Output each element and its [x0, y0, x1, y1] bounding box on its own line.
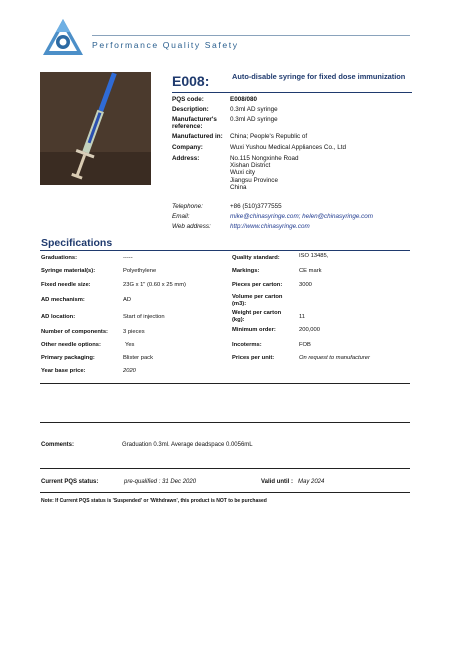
- spec-label: Graduations:: [41, 255, 78, 261]
- section-divider: [40, 422, 410, 423]
- brand-divider: [92, 35, 410, 36]
- purchase-notice: Note: If Current PQS status is 'Suspended' or 'Withdrawn', this product is NOT to be purchased: [41, 498, 267, 504]
- syringe-photo-icon: [40, 72, 151, 185]
- spec-value: -----: [123, 255, 133, 261]
- detail-value: E008/080: [230, 96, 257, 103]
- spec-value: Yes: [125, 342, 135, 348]
- spec-label: Pieces per carton:: [232, 282, 283, 288]
- spec-label: Quality standard:: [232, 255, 280, 261]
- comments-value: Graduation 0.3ml. Average deadspace 0.0056mL: [122, 442, 253, 448]
- product-divider: [172, 92, 412, 93]
- spec-value: CE mark: [299, 268, 322, 274]
- spec-value: Polyethylene: [123, 268, 157, 274]
- detail-label: PQS code:: [172, 96, 204, 103]
- product-title: Auto-disable syringe for fixed dose immunization: [232, 72, 406, 81]
- contact-label: Web address:: [172, 223, 211, 230]
- detail-value: China; People's Republic of: [230, 133, 308, 140]
- product-code: E008:: [172, 73, 210, 89]
- detail-label: Description:: [172, 106, 209, 113]
- spec-value: FOB: [299, 342, 311, 348]
- web-address-link[interactable]: http://www.chinasyringe.com: [230, 223, 310, 230]
- valid-until-label: Valid until :: [261, 479, 294, 485]
- spec-label: Syringe material(s):: [41, 268, 96, 274]
- spec-value: Start of injection: [123, 314, 165, 320]
- spec-value: 3000: [299, 282, 312, 288]
- section-divider: [40, 492, 410, 493]
- specifications-heading: Specifications: [41, 237, 113, 249]
- spec-value: ISO 13485,: [299, 253, 329, 259]
- spec-value: AD: [123, 297, 132, 303]
- valid-until-value: May 2024: [298, 479, 325, 485]
- spec-label: Minimum order:: [232, 327, 276, 333]
- spec-label: Volume per carton (m3):: [232, 294, 283, 307]
- spec-label: Number of components:: [41, 329, 108, 335]
- spec-label: Other needle options:: [41, 342, 101, 348]
- spec-label: Prices per unit:: [232, 355, 275, 361]
- spec-value: 200,000: [299, 327, 320, 333]
- spec-label: Year base price:: [41, 368, 86, 374]
- pqs-status-label: Current PQS status:: [41, 479, 99, 485]
- section-divider: [40, 468, 410, 469]
- spec-label: Fixed needle size:: [41, 282, 91, 288]
- contact-label: Email:: [172, 213, 190, 220]
- pqs-status-value: pre-qualified : 31 Dec 2020: [124, 479, 197, 485]
- product-photo: [40, 72, 151, 185]
- section-divider: [40, 383, 410, 384]
- spec-label: Markings:: [232, 268, 260, 274]
- brand-tagline: Performance Quality Safety: [92, 40, 239, 50]
- spec-value: 2020: [123, 368, 136, 374]
- spec-label: Incoterms:: [232, 342, 262, 348]
- spec-value: Blister pack: [123, 355, 153, 361]
- spec-label: Primary packaging:: [41, 355, 95, 361]
- spec-label: Weight per carton (kg):: [232, 310, 282, 323]
- detail-value: 0.3ml AD syringe: [230, 106, 278, 113]
- specifications-divider: [40, 250, 410, 251]
- detail-label: Address:: [172, 155, 200, 162]
- detail-label: Manufactured in:: [172, 133, 223, 140]
- email-link[interactable]: mike@chinasyringe.com; helen@chinasyringe.com: [230, 213, 373, 220]
- spec-label: AD mechanism:: [41, 297, 85, 303]
- spec-value: On request to manufacturer: [299, 355, 370, 361]
- detail-label: Company:: [172, 144, 203, 151]
- contact-value: +86 (510)3777555: [230, 203, 282, 210]
- spec-value: 23G x 1" (0.60 x 25 mm): [123, 282, 186, 288]
- detail-value: 0.3ml AD syringe: [230, 116, 278, 123]
- detail-label: Manufacturer's reference:: [172, 116, 217, 131]
- spec-label: AD location:: [41, 314, 76, 320]
- spec-value: 11: [299, 314, 306, 320]
- page-header: [42, 18, 410, 58]
- detail-value: No.115 Nongxinhe Road Xishan District Wuxi city Jiangsu Province China: [230, 155, 299, 191]
- comments-label: Comments:: [41, 442, 75, 448]
- detail-value: Wuxi Yushou Medical Appliances Co., Ltd: [230, 144, 346, 151]
- spec-value: 3 pieces: [123, 329, 145, 335]
- pqs-triangle-logo-icon: [42, 18, 84, 56]
- contact-label: Telephone:: [172, 203, 203, 210]
